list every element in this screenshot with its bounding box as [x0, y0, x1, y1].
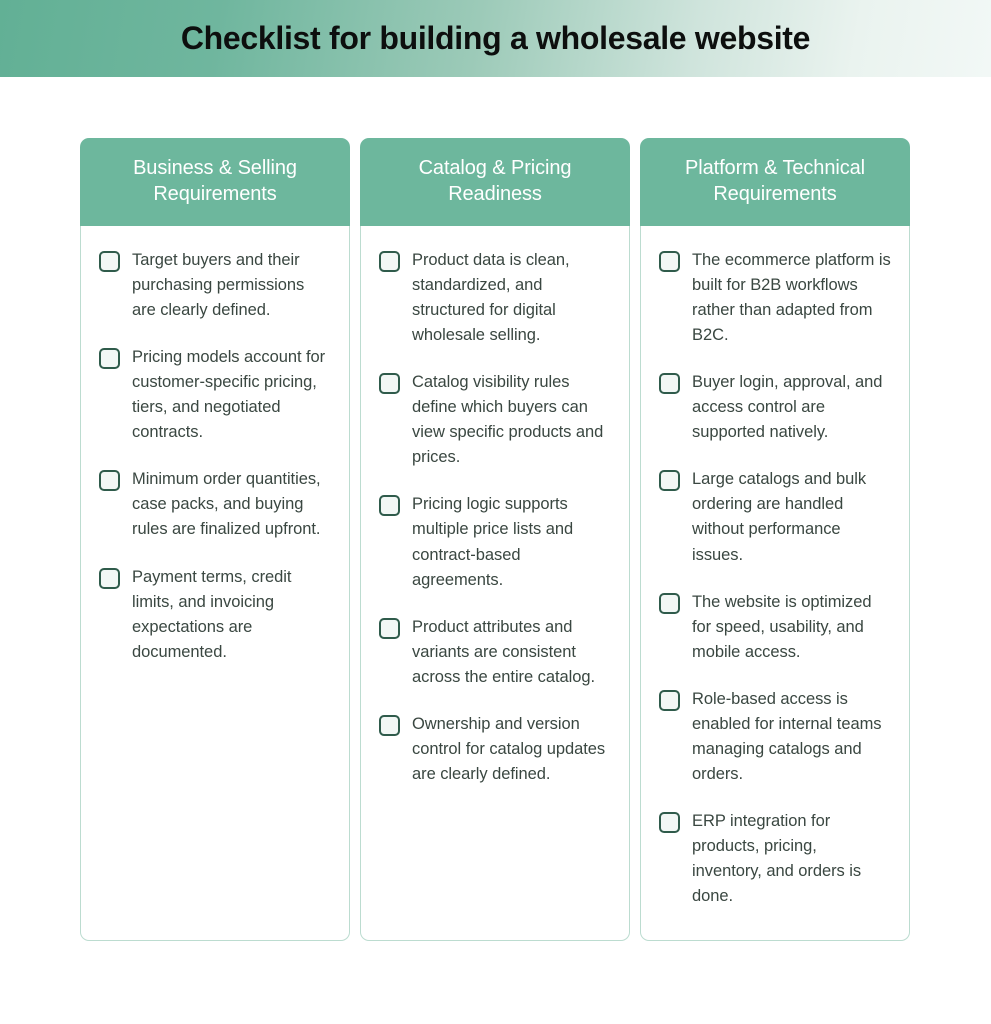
list-item[interactable] [379, 712, 611, 787]
list-item-label: Payment terms, credit limits, and invoicing expectations are documented. [132, 567, 292, 661]
card-body-business-selling [80, 226, 350, 941]
checkbox-icon[interactable] [659, 470, 680, 491]
card-title: Platform & Technical Requirements [685, 157, 865, 206]
card-header-business-selling [80, 138, 350, 226]
list-item[interactable] [659, 248, 891, 348]
list-item-label: Product data is clean, standardized, and structured for digital wholesale selling. [412, 250, 570, 345]
list-item[interactable] [99, 345, 331, 445]
checkbox-icon[interactable] [659, 251, 680, 272]
list-item-label: Large catalogs and bulk ordering are handled without performance issues. [692, 470, 867, 564]
checkbox-icon[interactable] [659, 373, 680, 394]
checkbox-icon[interactable] [99, 568, 120, 589]
list-item[interactable] [99, 467, 331, 542]
checkbox-icon[interactable] [659, 812, 680, 833]
list-item-label: Pricing logic supports multiple price lists and contract-based agreements. [412, 495, 574, 589]
checklist-columns [80, 138, 910, 941]
card-title: Catalog & Pricing Readiness [418, 157, 572, 206]
checkbox-icon[interactable] [99, 470, 120, 491]
list-item[interactable] [379, 370, 611, 470]
checklist-items [99, 248, 331, 665]
list-item-label: Ownership and version control for catalog updates are clearly defined. [412, 714, 606, 784]
checkbox-icon[interactable] [659, 690, 680, 711]
list-item[interactable] [659, 370, 891, 445]
page-banner [0, 0, 991, 77]
list-item-label: Catalog visibility rules define which buyers can view specific products and prices. [412, 373, 604, 467]
list-item-label: Pricing models account for customer-specific pricing, tiers, and negotiated contracts. [132, 348, 326, 442]
list-item-label: ERP integration for products, pricing, inventory, and orders is done. [692, 812, 862, 906]
list-item[interactable] [379, 615, 611, 690]
checkbox-icon[interactable] [99, 251, 120, 272]
checklist-card-platform-technical [640, 138, 910, 941]
card-body-catalog-pricing [360, 226, 630, 941]
list-item-label: The ecommerce platform is built for B2B workflows rather than adapted from B2C. [692, 250, 891, 345]
list-item[interactable] [379, 248, 611, 348]
card-header-platform-technical [640, 138, 910, 226]
list-item[interactable] [659, 687, 891, 787]
list-item[interactable] [659, 590, 891, 665]
list-item-label: The website is optimized for speed, usability, and mobile access. [692, 592, 872, 661]
card-header-catalog-pricing [360, 138, 630, 226]
list-item-label: Product attributes and variants are consistent across the entire catalog. [412, 617, 596, 686]
list-item[interactable] [659, 467, 891, 567]
list-item-label: Target buyers and their purchasing permissions are clearly defined. [132, 250, 305, 319]
list-item[interactable] [99, 248, 331, 323]
list-item-label: Buyer login, approval, and access control are supported natively. [692, 373, 883, 442]
page-title: Checklist for building a wholesale website [180, 19, 811, 56]
checkbox-icon[interactable] [379, 715, 400, 736]
checklist-card-catalog-pricing [360, 138, 630, 941]
checkbox-icon[interactable] [379, 251, 400, 272]
checklist-items [659, 248, 891, 910]
checkbox-icon[interactable] [99, 348, 120, 369]
card-body-platform-technical [640, 226, 910, 941]
checklist-items [379, 248, 611, 787]
list-item[interactable] [659, 809, 891, 909]
list-item[interactable] [99, 565, 331, 665]
list-item-label: Minimum order quantities, case packs, and buying rules are finalized upfront. [132, 470, 321, 539]
card-title: Business & Selling Requirements [133, 157, 297, 206]
checkbox-icon[interactable] [379, 495, 400, 516]
list-item-label: Role-based access is enabled for internal teams managing catalogs and orders. [692, 689, 882, 784]
checkbox-icon[interactable] [379, 618, 400, 639]
list-item[interactable] [379, 492, 611, 592]
checkbox-icon[interactable] [659, 593, 680, 614]
checkbox-icon[interactable] [379, 373, 400, 394]
checklist-card-business-selling [80, 138, 350, 941]
